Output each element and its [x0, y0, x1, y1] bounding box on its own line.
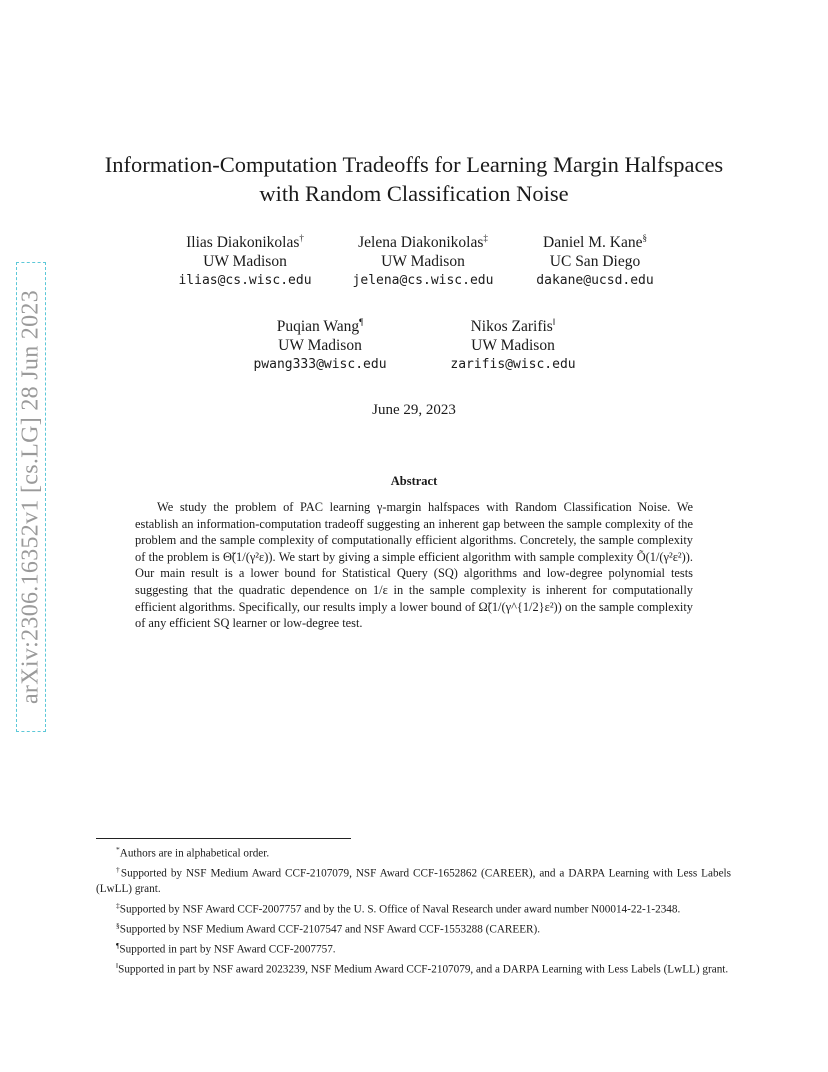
footnote-mark: †	[116, 865, 121, 875]
author-zarifis	[418, 313, 608, 374]
footnotes	[96, 842, 731, 978]
footnote-mark: ¶	[116, 940, 120, 950]
abstract-sentence: . Our main result is a lower bound for Statistical Query (SQ) algorithms and low-degree polynomial tests suggesting that the quadratic dependence on	[135, 549, 694, 597]
footnote	[96, 898, 731, 918]
footnote-text: Authors are in alphabetical order.	[119, 847, 270, 860]
abstract-sentence: in the sample complexity is inherent for computationally efficient algorithms. Specifically, our results imply a lower bound of	[135, 582, 693, 614]
author-mark: ‡	[483, 233, 488, 243]
abstract-heading: Abstract	[390, 474, 438, 488]
footnote-divider	[96, 838, 351, 839]
abstract-math: Õ(1/(γ²ε²))	[636, 549, 690, 564]
abstract-math: Θ̃(1/(γ²ε))	[222, 549, 273, 564]
author-wang	[225, 313, 415, 374]
title-line-2: with Random Classification Noise	[259, 181, 569, 206]
author-jelena	[328, 229, 518, 290]
paper-date: June 29, 2023	[372, 402, 456, 418]
author-email[interactable]: dakane@ucsd.edu	[536, 273, 654, 289]
author-affiliation: UW Madison	[278, 337, 362, 355]
author-name: Puqian Wang	[276, 318, 360, 336]
abstract-math: Ω̃(1/(γ^{1/2}ε²))	[478, 599, 562, 614]
footnote-mark: ‖	[116, 961, 119, 971]
title-line-1: Information-Computation Tradeoffs for Learning Margin Halfspaces	[104, 152, 724, 177]
arxiv-stamp	[16, 262, 46, 732]
footnote	[96, 958, 731, 978]
author-email[interactable]: jelena@cs.wisc.edu	[352, 273, 494, 289]
footnote-mark: *	[116, 845, 120, 854]
author-ilias	[150, 229, 340, 290]
author-mark: ‖	[552, 317, 556, 327]
abstract-sentence: on the sample complexity of any efficient SQ learner or low-degree test.	[135, 599, 693, 631]
author-kane	[500, 229, 690, 290]
footnote	[96, 918, 731, 938]
author-mark: †	[299, 233, 304, 243]
footnote	[96, 842, 731, 862]
author-email[interactable]: zarifis@wisc.edu	[450, 357, 576, 373]
author-name: Nikos Zarifis	[470, 318, 553, 336]
author-mark: §	[642, 233, 647, 243]
footnote-text: Supported by NSF Award CCF-2007757 and by the U. S. Office of Naval Research under award number N00014-22-1-2348.	[119, 903, 681, 916]
author-affiliation: UW Madison	[381, 253, 465, 271]
paper-title	[60, 150, 768, 208]
author-name: Daniel M. Kane	[543, 234, 643, 252]
footnote	[96, 862, 731, 898]
arxiv-id: arXiv:2306.16352v1 [cs.LG] 28 Jun 2023	[17, 289, 44, 705]
author-mark: ¶	[359, 317, 364, 327]
abstract-text	[135, 499, 693, 632]
author-affiliation: UW Madison	[471, 337, 555, 355]
footnote	[96, 938, 731, 958]
abstract-math: 1/ε	[372, 582, 388, 597]
author-affiliation: UC San Diego	[549, 253, 641, 271]
author-name: Ilias Diakonikolas	[186, 234, 300, 252]
author-email[interactable]: ilias@cs.wisc.edu	[178, 273, 312, 289]
footnote-text: Supported in part by NSF award 2023239, NSF Medium Award CCF-2107079, and a DARPA Learning with Less Labels (LwLL) grant.	[118, 963, 729, 976]
footnote-mark: ‡	[116, 900, 120, 910]
footnote-text: Supported by NSF Medium Award CCF-2107547 and NSF Award CCF-1553288 (CAREER).	[119, 923, 541, 936]
abstract-sentence: We study the problem of PAC learning γ-margin halfspaces with Random Classification Noise. We establish an information-computation tradeoff suggesting an inherent gap between the sample complexity of the problem and the sample complexity of computationally efficient algorithms. Concretely, the sample complexity of the problem is	[135, 500, 693, 564]
abstract-sentence: . We start by giving a simple efficient algorithm with sample complexity	[272, 549, 637, 564]
footnote-text: Supported by NSF Medium Award CCF-2107079, NSF Award CCF-1652862 (CAREER), and a DARPA Learning with Less Labels (LwLL) grant.	[96, 867, 732, 896]
author-name: Jelena Diakonikolas	[358, 234, 484, 252]
author-email[interactable]: pwang333@wisc.edu	[253, 357, 387, 373]
footnote-mark: §	[116, 920, 120, 930]
footnote-text: Supported in part by NSF Award CCF-2007757.	[119, 943, 336, 956]
author-affiliation: UW Madison	[203, 253, 287, 271]
